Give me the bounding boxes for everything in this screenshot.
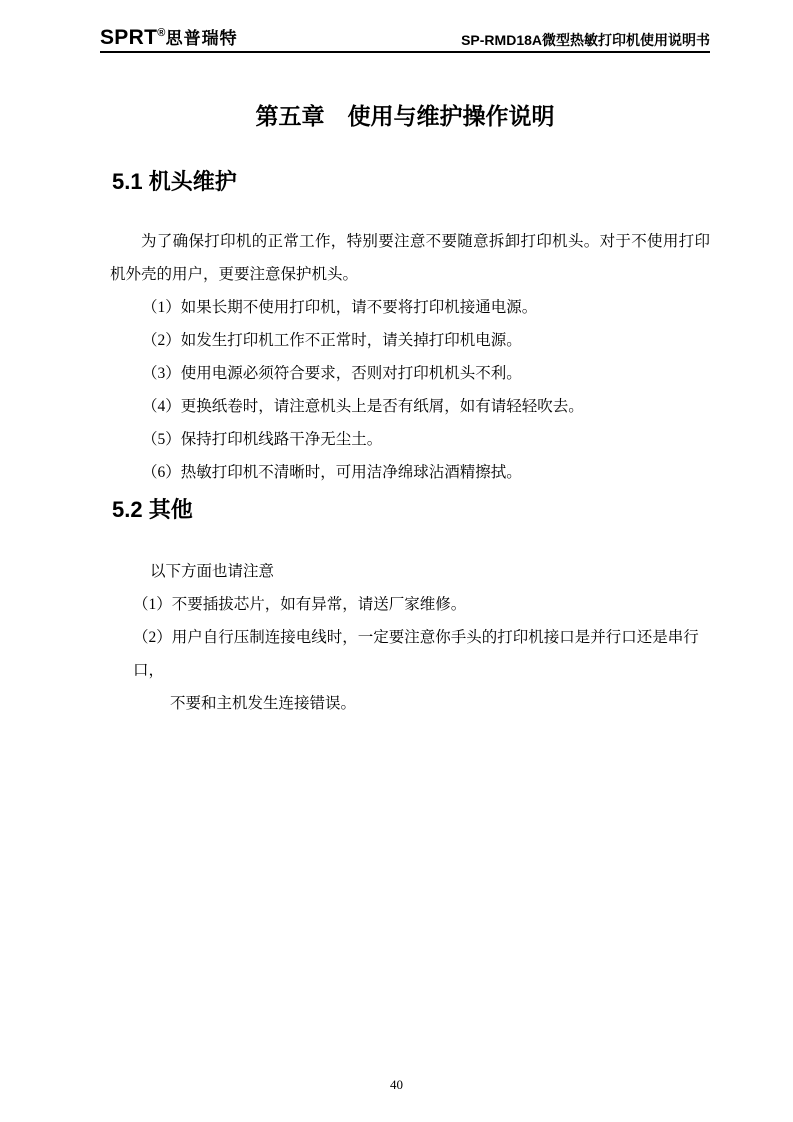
list-item: （1）如果长期不使用打印机，请不要将打印机接通电源。 — [142, 299, 538, 316]
brand-logo — [100, 26, 238, 50]
section-5-2-intro: 以下方面也请注意 — [150, 563, 275, 580]
chapter-title: 第五章 使用与维护操作说明 — [255, 103, 555, 129]
page-header — [100, 0, 710, 53]
section-5-1-paragraph: 为了确保打印机的正常工作，特别要注意不要随意拆卸打印机头。对于不使用打印机外壳的用户，更要注意保护机头。 — [110, 233, 710, 283]
list-item: （5）保持打印机线路干净无尘土。 — [142, 431, 383, 448]
brand-chinese-name: 思普瑞特 — [165, 29, 238, 48]
page-footer — [0, 1077, 793, 1092]
list-item: （2）用户自行压制连接电线时，一定要注意你手头的打印机接口是并行口还是串行口， — [133, 629, 699, 679]
list-item: （2）如发生打印机工作不正常时，请关掉打印机电源。 — [142, 332, 522, 349]
list-item: （4）更换纸卷时，请注意机头上是否有纸屑，如有请轻轻吹去。 — [142, 398, 584, 415]
page-number: 40 — [390, 1077, 403, 1092]
list-item: （6）热敏打印机不清晰时，可用洁净绵球沾酒精擦拭。 — [142, 464, 522, 481]
list-item: （1）不要插拔芯片，如有异常，请送厂家维修。 — [133, 596, 467, 613]
section-others — [100, 495, 710, 720]
section-head-maintenance — [100, 167, 710, 489]
registered-trademark-icon: ® — [157, 27, 166, 39]
section-heading-5-1: 5.1 机头维护 — [112, 169, 237, 194]
list-item-continuation: 不要和主机发生连接错误。 — [170, 695, 357, 712]
section-heading-5-2: 5.2 其他 — [112, 497, 193, 522]
list-item: （3）使用电源必须符合要求，否则对打印机机头不利。 — [142, 365, 522, 382]
document-title: SP-RMD18A微型热敏打印机使用说明书 — [461, 32, 710, 48]
brand-wordmark: SPRT — [100, 26, 158, 49]
